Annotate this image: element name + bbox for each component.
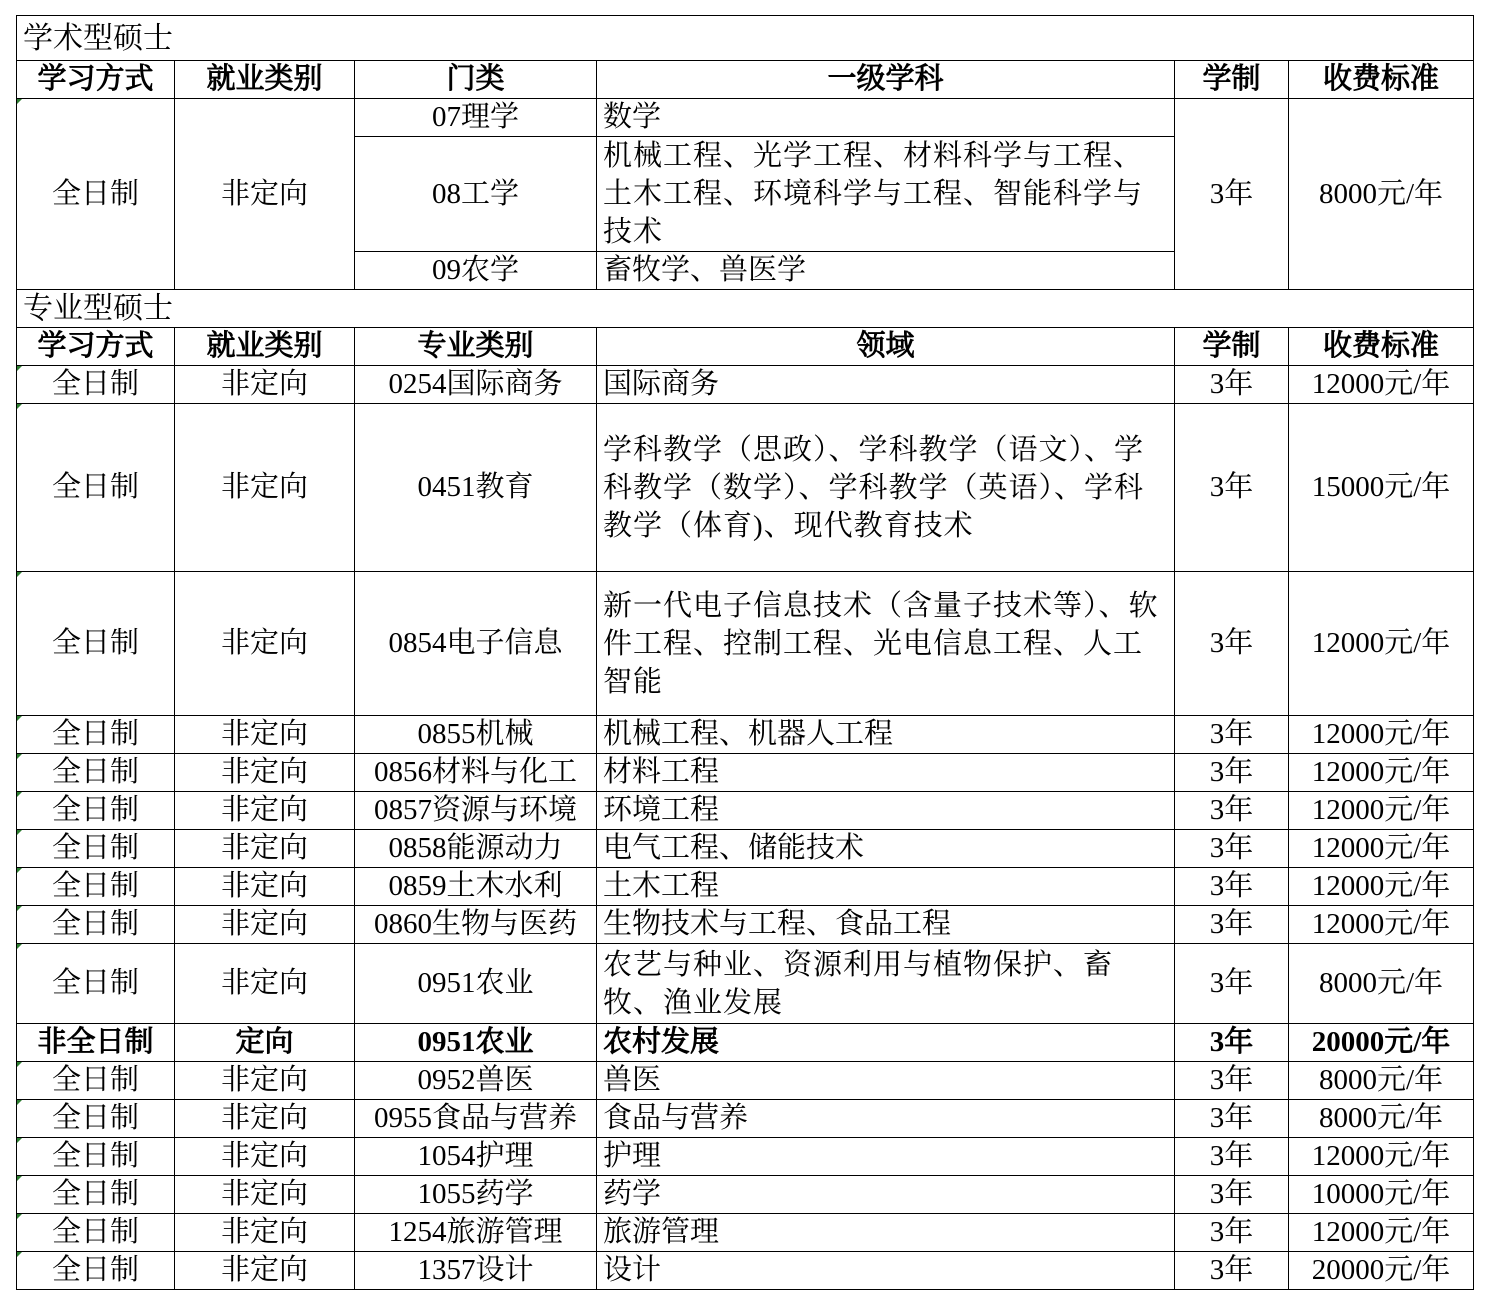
header-row — [17, 61, 1474, 99]
duration-cell: 3年 — [1175, 754, 1289, 792]
field-cell: 环境工程 — [597, 792, 1175, 830]
type-cell: 非定向 — [175, 1252, 355, 1290]
field-cell: 材料工程 — [597, 754, 1175, 792]
category-cell: 0854电子信息 — [355, 572, 597, 716]
duration-cell: 3年 — [1175, 1024, 1289, 1062]
type-cell: 非定向 — [175, 868, 355, 906]
header-duration: 学制 — [1175, 61, 1289, 99]
type-cell: 非定向 — [175, 404, 355, 572]
type-cell: 非定向 — [175, 944, 355, 1024]
duration-cell: 3年 — [1175, 1138, 1289, 1176]
mode-cell: 全日制 — [17, 716, 175, 754]
type-cell: 非定向 — [175, 99, 355, 290]
category-cell: 0858能源动力 — [355, 830, 597, 868]
duration-cell: 3年 — [1175, 99, 1289, 290]
section-title-row — [17, 16, 1474, 61]
field-cell: 兽医 — [597, 1062, 1175, 1100]
field-cell: 新一代电子信息技术（含量子技术等）、软件工程、控制工程、光电信息工程、人工智能 — [597, 572, 1175, 716]
field-cell: 农村发展 — [597, 1024, 1175, 1062]
duration-cell: 3年 — [1175, 830, 1289, 868]
table-row — [17, 1214, 1474, 1252]
header-field: 领域 — [597, 328, 1175, 366]
table-row — [17, 1138, 1474, 1176]
table-row — [17, 830, 1474, 868]
mode-cell: 全日制 — [17, 1138, 175, 1176]
table-row — [17, 1100, 1474, 1138]
duration-cell: 3年 — [1175, 572, 1289, 716]
fee-cell: 8000元/年 — [1289, 1062, 1474, 1100]
table-row — [17, 1252, 1474, 1290]
type-cell: 非定向 — [175, 366, 355, 404]
category-cell: 0860生物与医药 — [355, 906, 597, 944]
fee-cell: 15000元/年 — [1289, 404, 1474, 572]
header-type: 就业类别 — [175, 61, 355, 99]
mode-cell: 全日制 — [17, 1252, 175, 1290]
mode-cell: 全日制 — [17, 906, 175, 944]
section-title-row — [17, 290, 1474, 328]
table-row — [17, 1062, 1474, 1100]
field-cell: 机械工程、光学工程、材料科学与工程、土木工程、环境科学与工程、智能科学与技术 — [597, 137, 1175, 252]
tuition-table — [16, 15, 1474, 1290]
category-cell: 08工学 — [355, 137, 597, 252]
header-row — [17, 328, 1474, 366]
field-cell: 护理 — [597, 1138, 1175, 1176]
field-cell: 机械工程、机器人工程 — [597, 716, 1175, 754]
header-category: 专业类别 — [355, 328, 597, 366]
duration-cell: 3年 — [1175, 944, 1289, 1024]
header-type: 就业类别 — [175, 328, 355, 366]
field-cell: 农艺与种业、资源利用与植物保护、畜牧、渔业发展 — [597, 944, 1175, 1024]
duration-cell: 3年 — [1175, 906, 1289, 944]
type-cell: 非定向 — [175, 792, 355, 830]
fee-cell: 8000元/年 — [1289, 1100, 1474, 1138]
category-cell: 0951农业 — [355, 1024, 597, 1062]
fee-cell: 12000元/年 — [1289, 1138, 1474, 1176]
category-cell: 1055药学 — [355, 1176, 597, 1214]
mode-cell: 全日制 — [17, 99, 175, 290]
type-cell: 非定向 — [175, 1100, 355, 1138]
table-row — [17, 944, 1474, 1024]
duration-cell: 3年 — [1175, 366, 1289, 404]
fee-cell: 20000元/年 — [1289, 1024, 1474, 1062]
table-row — [17, 792, 1474, 830]
mode-cell: 非全日制 — [17, 1024, 175, 1062]
mode-cell: 全日制 — [17, 754, 175, 792]
field-cell: 土木工程 — [597, 868, 1175, 906]
mode-cell: 全日制 — [17, 868, 175, 906]
mode-cell: 全日制 — [17, 792, 175, 830]
fee-cell: 8000元/年 — [1289, 99, 1474, 290]
fee-cell: 12000元/年 — [1289, 830, 1474, 868]
mode-cell: 全日制 — [17, 830, 175, 868]
fee-cell: 12000元/年 — [1289, 1214, 1474, 1252]
duration-cell: 3年 — [1175, 1062, 1289, 1100]
field-cell: 国际商务 — [597, 366, 1175, 404]
duration-cell: 3年 — [1175, 1176, 1289, 1214]
mode-cell: 全日制 — [17, 1062, 175, 1100]
category-cell: 0451教育 — [355, 404, 597, 572]
duration-cell: 3年 — [1175, 792, 1289, 830]
table-row — [17, 1176, 1474, 1214]
category-cell: 0859土木水利 — [355, 868, 597, 906]
mode-cell: 全日制 — [17, 1214, 175, 1252]
fee-cell: 8000元/年 — [1289, 944, 1474, 1024]
mode-cell: 全日制 — [17, 404, 175, 572]
field-cell: 数学 — [597, 99, 1175, 137]
type-cell: 非定向 — [175, 830, 355, 868]
type-cell: 定向 — [175, 1024, 355, 1062]
fee-cell: 12000元/年 — [1289, 754, 1474, 792]
fee-cell: 12000元/年 — [1289, 366, 1474, 404]
table-row — [17, 1024, 1474, 1062]
category-cell: 07理学 — [355, 99, 597, 137]
category-cell: 1054护理 — [355, 1138, 597, 1176]
type-cell: 非定向 — [175, 572, 355, 716]
duration-cell: 3年 — [1175, 404, 1289, 572]
header-category: 门类 — [355, 61, 597, 99]
mode-cell: 全日制 — [17, 572, 175, 716]
category-cell: 0955食品与营养 — [355, 1100, 597, 1138]
table-row — [17, 868, 1474, 906]
duration-cell: 3年 — [1175, 868, 1289, 906]
type-cell: 非定向 — [175, 1214, 355, 1252]
table-row — [17, 716, 1474, 754]
fee-cell: 12000元/年 — [1289, 792, 1474, 830]
field-cell: 旅游管理 — [597, 1214, 1175, 1252]
fee-cell: 12000元/年 — [1289, 868, 1474, 906]
field-cell: 学科教学（思政）、学科教学（语文）、学科教学（数学）、学科教学（英语）、学科教学（体育)、现代教育技术 — [597, 404, 1175, 572]
type-cell: 非定向 — [175, 1176, 355, 1214]
category-cell: 0857资源与环境 — [355, 792, 597, 830]
duration-cell: 3年 — [1175, 1100, 1289, 1138]
academic-section-title: 学术型硕士 — [17, 16, 1474, 61]
category-cell: 0951农业 — [355, 944, 597, 1024]
category-cell: 1254旅游管理 — [355, 1214, 597, 1252]
mode-cell: 全日制 — [17, 1100, 175, 1138]
type-cell: 非定向 — [175, 716, 355, 754]
field-cell: 设计 — [597, 1252, 1175, 1290]
header-mode: 学习方式 — [17, 61, 175, 99]
type-cell: 非定向 — [175, 1138, 355, 1176]
duration-cell: 3年 — [1175, 716, 1289, 754]
header-duration: 学制 — [1175, 328, 1289, 366]
field-cell: 药学 — [597, 1176, 1175, 1214]
duration-cell: 3年 — [1175, 1252, 1289, 1290]
header-field: 一级学科 — [597, 61, 1175, 99]
fee-cell: 20000元/年 — [1289, 1252, 1474, 1290]
table-row — [17, 404, 1474, 572]
category-cell: 0855机械 — [355, 716, 597, 754]
category-cell: 0952兽医 — [355, 1062, 597, 1100]
table-row — [17, 754, 1474, 792]
field-cell: 生物技术与工程、食品工程 — [597, 906, 1175, 944]
header-mode: 学习方式 — [17, 328, 175, 366]
table-row — [17, 906, 1474, 944]
professional-section-title: 专业型硕士 — [17, 290, 1474, 328]
fee-cell: 12000元/年 — [1289, 572, 1474, 716]
mode-cell: 全日制 — [17, 1176, 175, 1214]
header-fee: 收费标准 — [1289, 328, 1474, 366]
field-cell: 食品与营养 — [597, 1100, 1175, 1138]
mode-cell: 全日制 — [17, 366, 175, 404]
category-cell: 0856材料与化工 — [355, 754, 597, 792]
category-cell: 1357设计 — [355, 1252, 597, 1290]
duration-cell: 3年 — [1175, 1214, 1289, 1252]
type-cell: 非定向 — [175, 754, 355, 792]
table-row — [17, 366, 1474, 404]
fee-cell: 10000元/年 — [1289, 1176, 1474, 1214]
header-fee: 收费标准 — [1289, 61, 1474, 99]
type-cell: 非定向 — [175, 906, 355, 944]
fee-cell: 12000元/年 — [1289, 906, 1474, 944]
mode-cell: 全日制 — [17, 944, 175, 1024]
field-cell: 电气工程、储能技术 — [597, 830, 1175, 868]
type-cell: 非定向 — [175, 1062, 355, 1100]
table-row — [17, 572, 1474, 716]
category-cell: 0254国际商务 — [355, 366, 597, 404]
fee-cell: 12000元/年 — [1289, 716, 1474, 754]
category-cell: 09农学 — [355, 252, 597, 290]
field-cell: 畜牧学、兽医学 — [597, 252, 1175, 290]
table-row — [17, 99, 1474, 137]
